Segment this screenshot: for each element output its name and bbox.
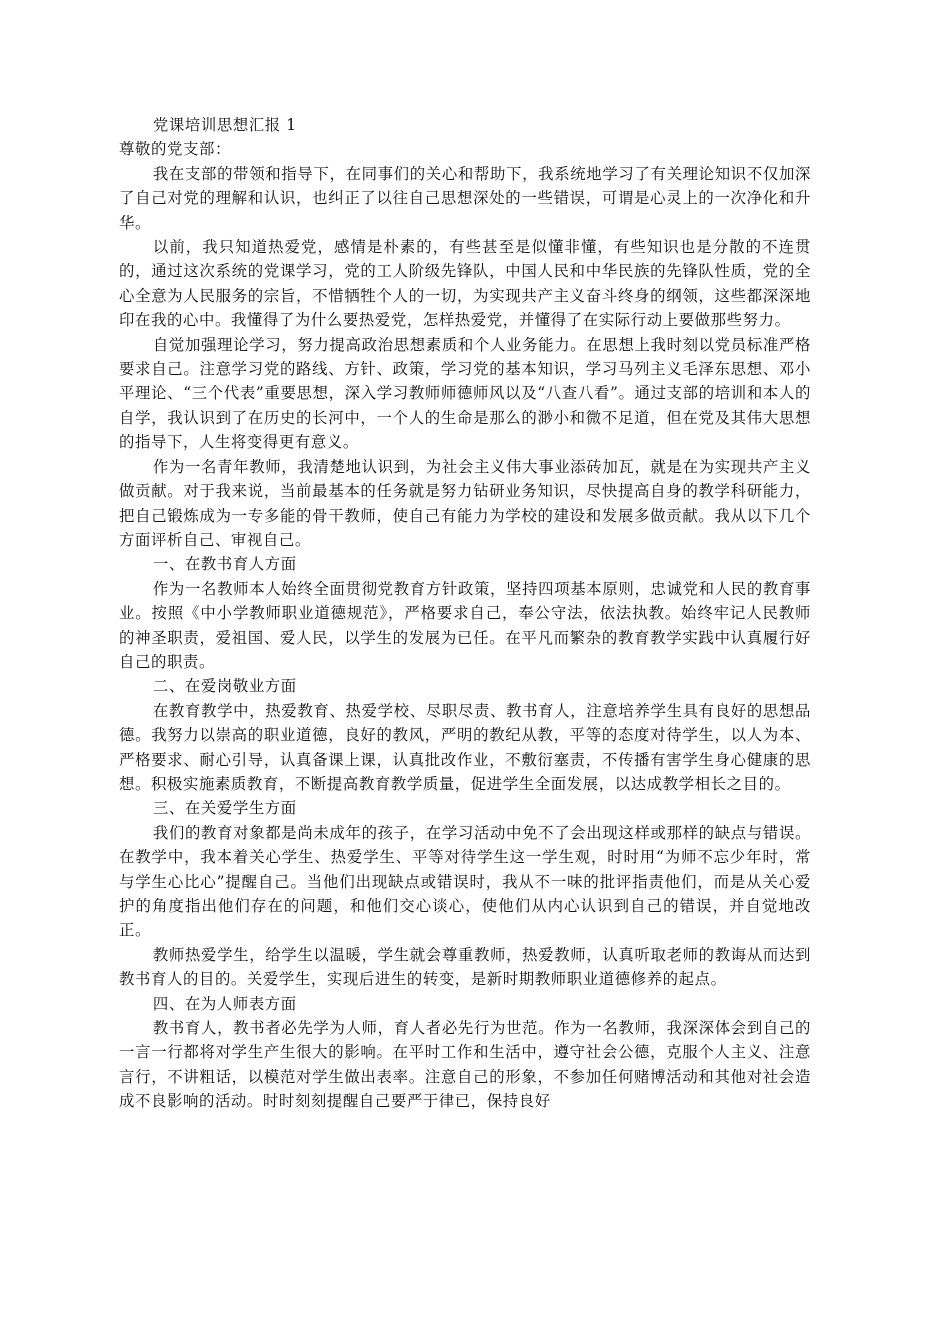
paragraph: 作为一名青年教师，我清楚地认识到，为社会主义伟大事业添砖加瓦，就是在为实现共产主义做贡献。对于我来说，当前最基本的任务就是努力钻研业务知识，尽快提高自身的教学科研能力，把自己锻炼成为一专多能的骨干教师，使自己有能力为学校的建设和发展多做贡献。我从以下几个方面评析自己、审视自己。 [119,457,811,549]
paragraph: 自觉加强理论学习，努力提高政治思想素质和个人业务能力。在思想上我时刻以党员标准严格要求自己。注意学习党的路线、方针、政策，学习党的基本知识，学习马列主义毛泽东思想、邓小平理论、“三个代表”重要思想，深入学习教师师德师风以及“八查八看”。通过支部的培训和本人的自学，我认识到了在历史的长河中，一个人的生命是那么的渺小和微不足道，但在党及其伟大思想的指导下，人生将变得更有意义。 [119,335,811,452]
paragraph: 以前，我只知道热爱党，感情是朴素的，有些甚至是似懂非懂，有些知识也是分散的不连贯的，通过这次系统的党课学习，党的工人阶级先锋队，中国人民和中华民族的先锋队性质，党的全心全意为人民服务的宗旨，不惜牺牲个人的一切，为实现共产主义奋斗终身的纲领，这些都深深地印在我的心中。我懂得了为什么要热爱党，怎样热爱党，并懂得了在实际行动上要做那些努力。 [119,238,811,330]
paragraph: 作为一名教师本人始终全面贯彻党教育方针政策，坚持四项基本原则，忠诚党和人民的教育事业。按照《中小学教师职业道德规范》，严格要求自己，奉公守法，依法执教。始终牢记人民教师的神圣职责，爱祖国、爱人民，以学生的发展为已任。在平凡而繁杂的教育教学实践中认真履行好自己的职责。 [119,579,811,671]
paragraph: 我们的教育对象都是尚未成年的孩子，在学习活动中免不了会出现这样或那样的缺点与错误。在教学中，我本着关心学生、热爱学生、平等对待学生这一学生观，时时用“为师不忘少年时，常与学生心比心”提醒自己。当他们出现缺点或错误时，我从不一味的批评指责他们，而是从关心爱护的角度指出他们存在的问题，和他们交心谈心，使他们从内心认识到自己的错误，并自觉地改正。 [119,823,811,940]
section-heading: 四、在为人师表方面 [152,994,297,1013]
document-title: 党课培训思想汇报 1 [152,116,297,134]
paragraph: 教师热爱学生，给学生以温暖，学生就会尊重教师，热爱教师，认真听取老师的教诲从而达到教书育人的目的。关爱学生，实现后进生的转变，是新时期教师职业道德修养的起点。 [119,945,811,989]
paragraph: 我在支部的带领和指导下，在同事们的关心和帮助下，我系统地学习了有关理论知识不仅加深了自己对党的理解和认识，也纠正了以往自己思想深处的一些错误，可谓是心灵上的一次净化和升华。 [119,164,811,232]
section-heading: 一、在教书育人方面 [152,555,297,574]
paragraph: 教书育人，教书者必先学为人师，育人者必先行为世范。作为一名教师，我深深体会到自己的一言一行都将对学生产生很大的影响。在平时工作和生活中，遵守社会公德，克服个人主义、注意言行，不讲粗话，以模范对学生做出表率。注意自己的形象，不参加任何赌博活动和其他对社会造成不良影响的活动。时时刻刻提醒自己要严于律已，保持良好 [119,1019,811,1111]
salutation: 尊敬的党支部： [119,140,231,159]
document-body [119,113,811,1114]
section-heading: 三、在关爱学生方面 [152,799,297,818]
section-heading: 二、在爱岗敬业方面 [152,677,297,696]
paragraph: 在教育教学中，热爱教育、热爱学校、尽职尽责、教书育人，注意培养学生具有良好的思想品德。我努力以崇高的职业道德，良好的教风，严明的教纪从教，平等的态度对待学生，以人为本、严格要求、耐心引导，认真备课上课，认真批改作业，不敷衍塞责，不传播有害学生身心健康的思想。积极实施素质教育，不断提高教育教学质量，促进学生全面发展，以达成教学相长之目的。 [119,701,811,793]
